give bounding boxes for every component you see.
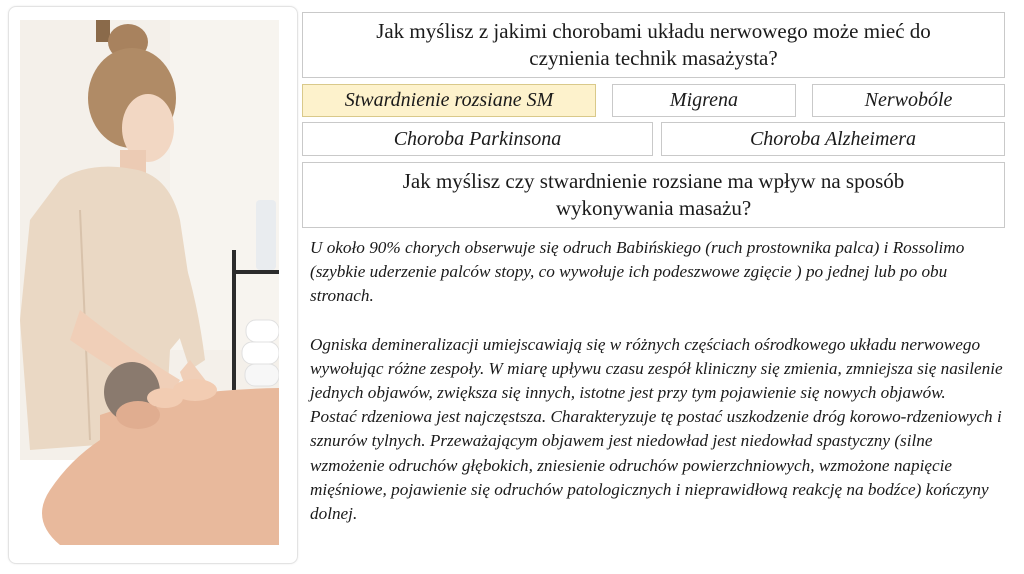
option-label: Choroba Alzheimera [749, 127, 917, 150]
answer-text [310, 236, 1010, 526]
option-label: Migrena [669, 89, 739, 111]
question-2-text: Jak myślisz czy stwardnienie rozsiane ma wpływ na sposób wykonywania masażu? [402, 169, 905, 220]
option-migrena[interactable] [612, 84, 796, 117]
question-1-text: Jak myślisz z jakimi chorobami układu nerwowego może mieć do czynienia technik masażysta? [376, 19, 931, 70]
paragraph-1: U około 90% chorych obserwuje się odruch Babińskiego (ruch prostownika palca) i Rossolimo (szybkie uderzenie palców stopy, co wywołuje ich podeszwowe zgięcie ) po jednej lub po obu stronach. [310, 238, 965, 306]
paragraph-3: Postać rdzeniowa jest najczęstsza. Charakteryzuje tę postać uszkodzenie dróg korowo-rdzeniowych i sznurów tylnych. Przeważającym objawem jest niedowład jest niedowład spastyczny (silne wzmożenie odruchów głębokich, zniesienie odruchów powierzchniowych, wzmożone napięcie mięśniowe, pojawienie się odruchów patologicznych i nieprawidłową reakcję na bodźce) kończyny dolnej. [310, 407, 1002, 524]
option-choroba-parkinsona[interactable] [302, 122, 653, 156]
massage-photo [20, 20, 279, 545]
option-stwardnienie-rozsiane[interactable] [302, 84, 596, 117]
question-2 [302, 162, 1005, 228]
option-label: Stwardnienie rozsiane SM [344, 89, 554, 111]
option-label: Choroba Parkinsona [393, 127, 562, 150]
option-nerwobole[interactable] [812, 84, 1005, 117]
paragraph-2: Ogniska demineralizacji umiejscawiają się w różnych częściach ośrodkowego układu nerwowego wywołując różne zespoły. W miarę upływu czasu zespół kliniczny się zmienia, zmniejsza się nasilenie jednych objawów, zwiększa się innych, istotne jest przy tym pojawienie się nowych objawów. [310, 334, 1003, 403]
question-1 [302, 12, 1005, 78]
option-label: Nerwobóle [864, 89, 953, 111]
option-choroba-alzheimera[interactable] [661, 122, 1005, 156]
